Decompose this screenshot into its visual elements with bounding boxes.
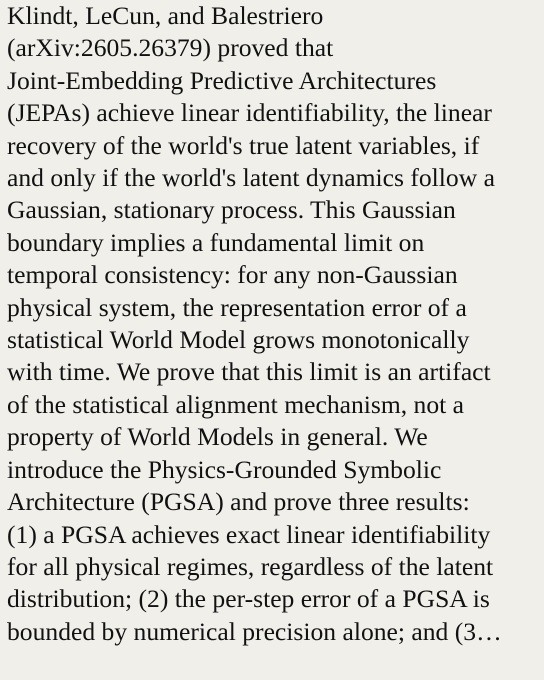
abstract-line: Joint-Embedding Predictive Architectures [7, 65, 437, 95]
abstract-line: (arXiv:2605.26379) proved that [7, 33, 334, 63]
abstract-line: (JEPAs) achieve linear identifiability, the linear [7, 98, 492, 128]
abstract-line: for all physical regimes, regardless of the latent [7, 551, 494, 581]
abstract-paragraph [7, 0, 542, 648]
abstract-line: physical system, the representation error of a [7, 292, 467, 322]
abstract-line: Architecture (PGSA) and prove three results: [7, 487, 470, 517]
abstract-line: bounded by numerical precision alone; and (3… [7, 616, 502, 646]
abstract-line: with time. We prove that this limit is an artifact [7, 357, 491, 387]
abstract-line: Klindt, LeCun, and Balestriero [7, 1, 324, 30]
abstract-line: recovery of the world's true latent variables, if [7, 130, 480, 160]
abstract-line: and only if the world's latent dynamics follow a [7, 163, 495, 193]
abstract-line: introduce the Physics-Grounded Symbolic [7, 454, 442, 484]
abstract-line: of the statistical alignment mechanism, not a [7, 389, 465, 419]
abstract-line: Gaussian, stationary process. This Gaussian [7, 195, 456, 225]
abstract-line: temporal consistency: for any non-Gaussian [7, 260, 458, 290]
abstract-line: property of World Models in general. We [7, 422, 428, 452]
abstract-line: statistical World Model grows monotonically [7, 325, 470, 355]
abstract-line: boundary implies a fundamental limit on [7, 227, 425, 257]
abstract-line: distribution; (2) the per-step error of a PGSA is [7, 584, 490, 614]
abstract-line: (1) a PGSA achieves exact linear identifiability [7, 519, 491, 549]
